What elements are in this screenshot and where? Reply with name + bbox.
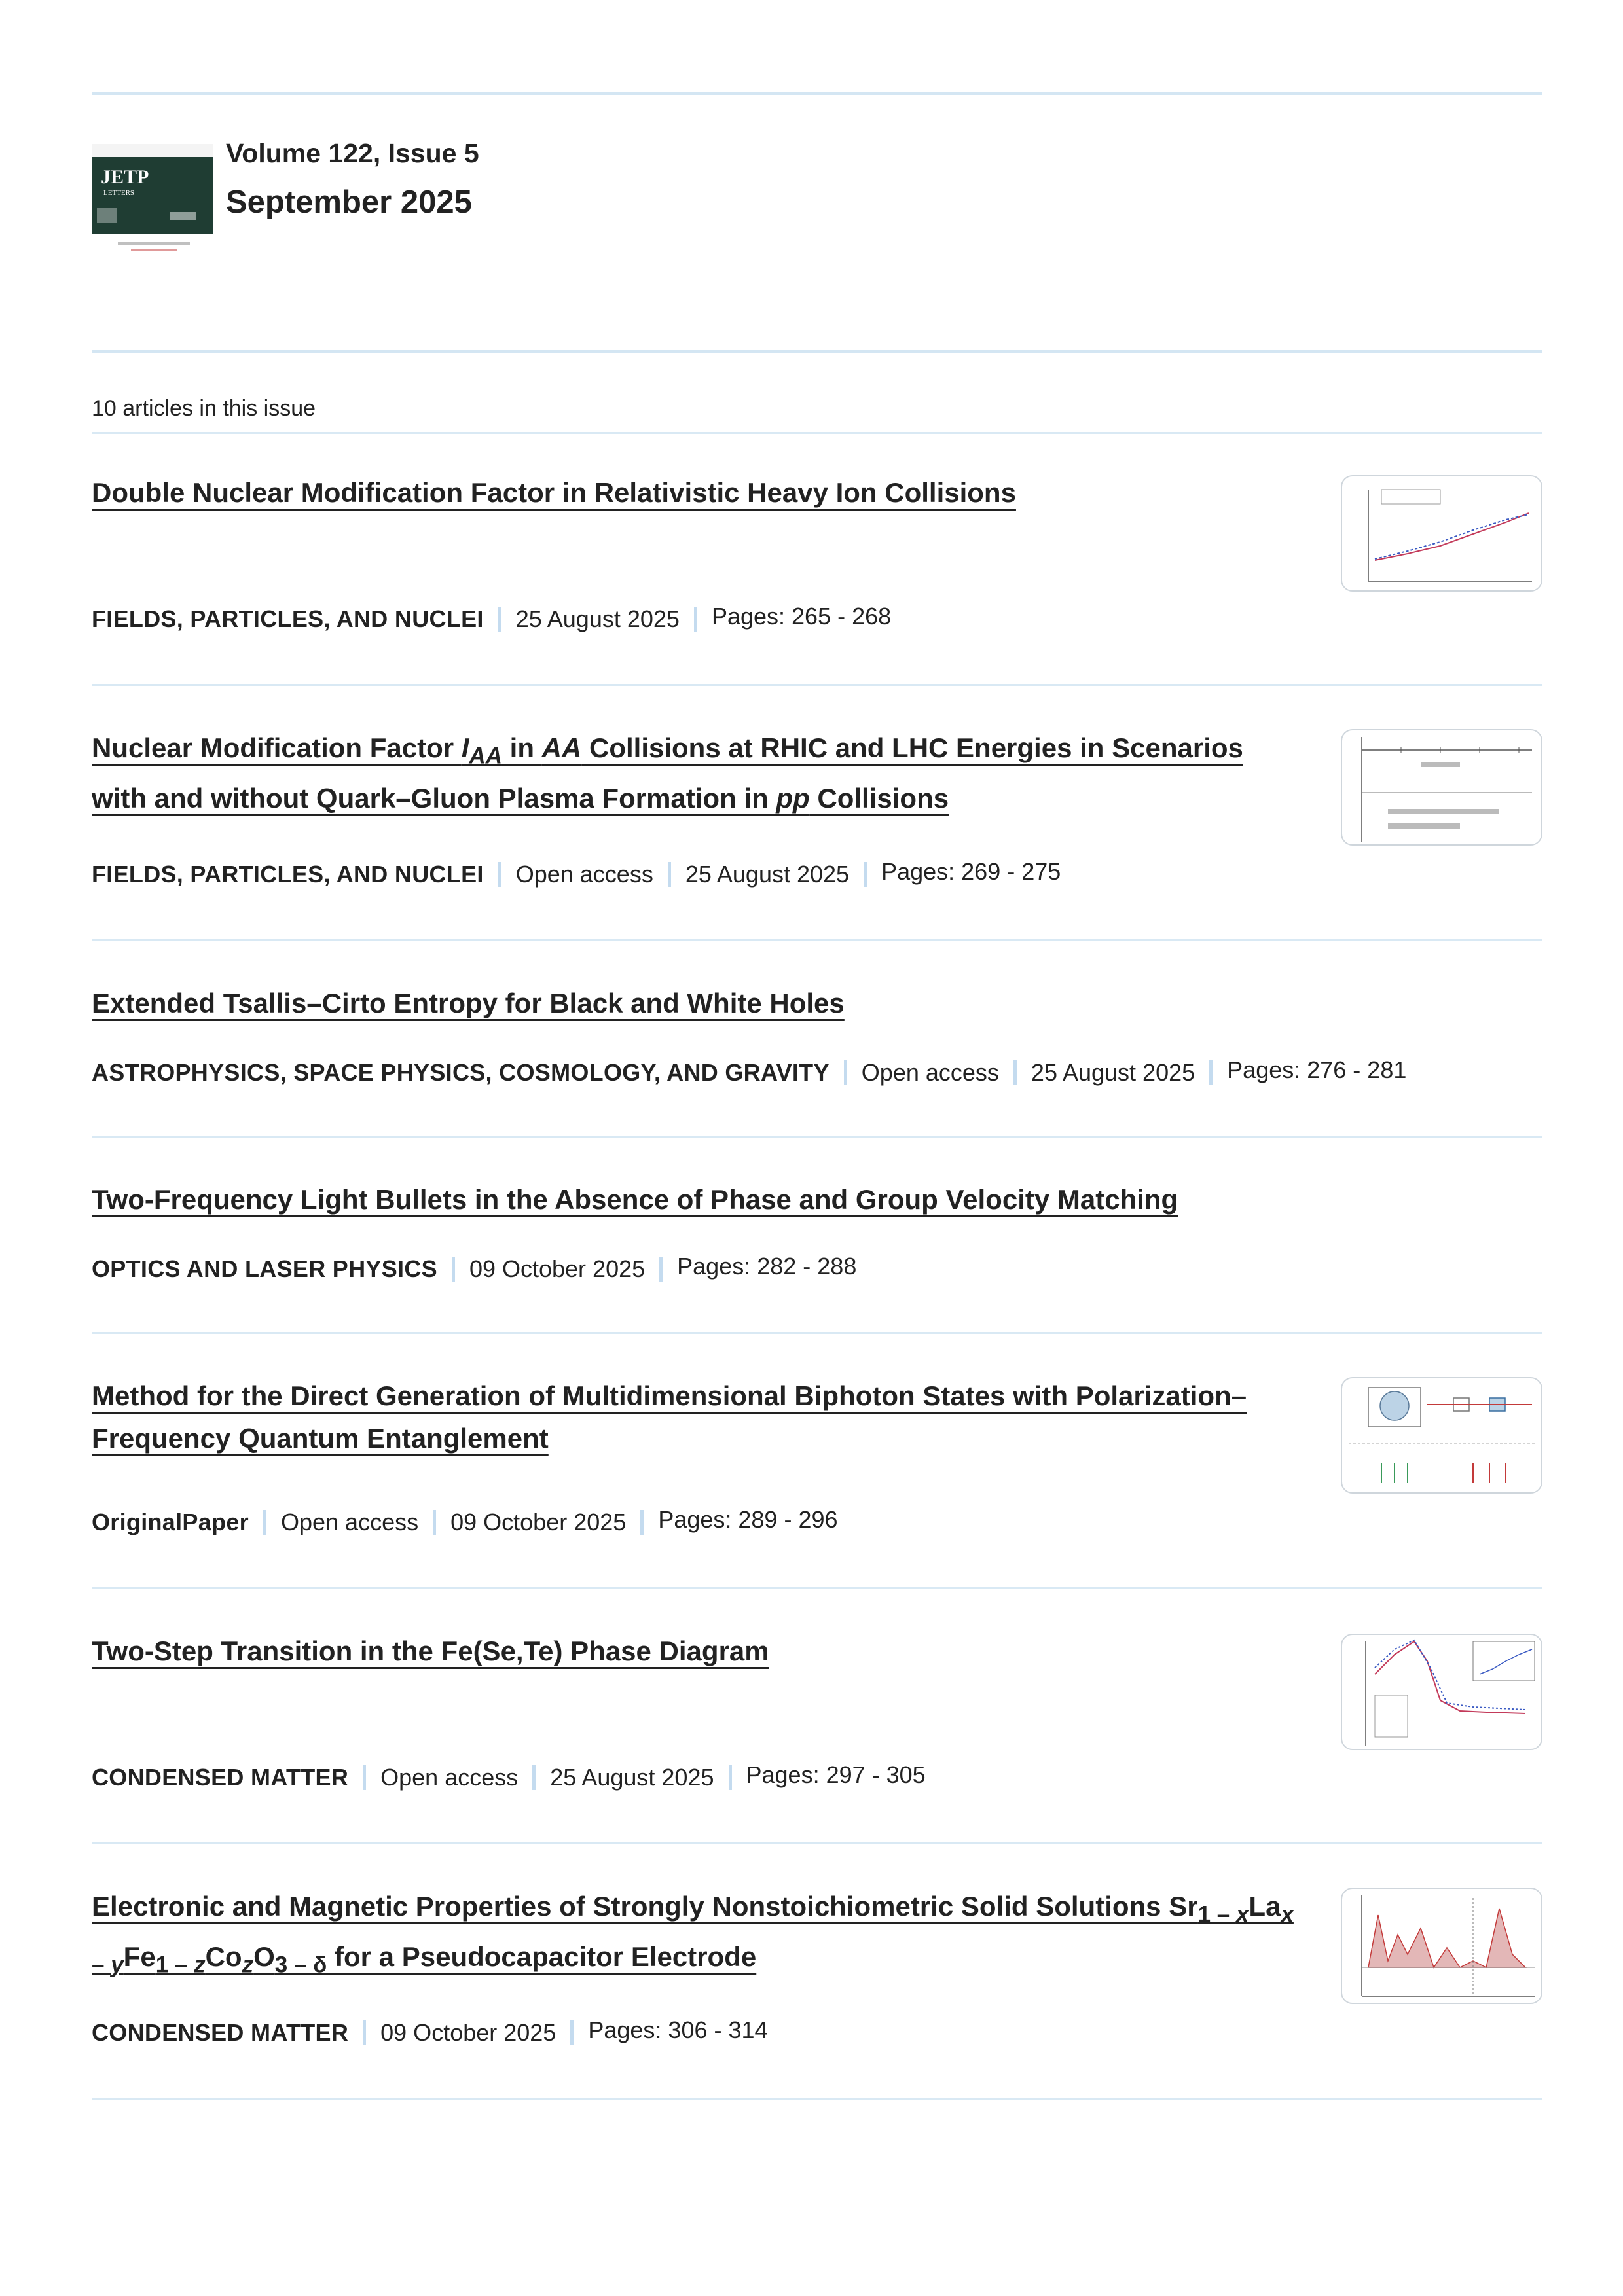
- axes-plot-thumbnail: [1342, 730, 1541, 844]
- article-title-link[interactable]: Two-Step Transition in the Fe(Se,Te) Phase Diagram: [92, 1636, 769, 1666]
- article-pages: Pages: 269 - 275: [881, 858, 1061, 885]
- meta-separator: [1209, 1060, 1213, 1085]
- header-divider: [92, 350, 1542, 353]
- meta-separator: [694, 607, 697, 632]
- journal-cover-image[interactable]: [92, 144, 213, 287]
- article-title: [92, 726, 1296, 819]
- article-type: CONDENSED MATTER: [92, 2019, 349, 2046]
- article-title: [92, 1374, 1296, 1460]
- access-status: Open access: [861, 1059, 999, 1086]
- access-status: Open access: [380, 1764, 519, 1791]
- article-meta: [92, 605, 891, 633]
- article-divider: [92, 939, 1542, 941]
- article-date: 09 October 2025: [450, 1509, 627, 1535]
- article-pages: Pages: 265 - 268: [711, 603, 892, 630]
- article-title: [92, 982, 1296, 1024]
- article-count: 10 articles in this issue: [92, 396, 316, 421]
- top-divider: [92, 92, 1542, 95]
- article-meta: [92, 858, 1061, 888]
- article-thumbnail[interactable]: [1341, 1634, 1542, 1750]
- article-pages: Pages: 306 - 314: [588, 2017, 768, 2043]
- meta-separator: [844, 1060, 847, 1085]
- meta-separator: [433, 1510, 436, 1535]
- article-title: [92, 1630, 1296, 1672]
- article-type: OriginalPaper: [92, 1509, 249, 1535]
- meta-separator: [659, 1257, 663, 1282]
- meta-separator: [363, 1765, 366, 1790]
- article-title-link[interactable]: Nuclear Modification Factor $I_{AA}$ in AA Collisions at RHIC and LHC Energies in Scenarios with and without Quark–Gluon Plasma Formation in pp Collisions: [92, 732, 1243, 814]
- meta-separator: [452, 1257, 455, 1282]
- article-type: CONDENSED MATTER: [92, 1764, 349, 1791]
- article-date: 09 October 2025: [380, 2019, 556, 2046]
- meta-separator: [640, 1510, 644, 1535]
- article-title-link[interactable]: Method for the Direct Generation of Multidimensional Biphoton States with Polarization–Frequency Quantum Entanglement: [92, 1380, 1247, 1454]
- meta-separator: [668, 862, 671, 887]
- article-thumbnail[interactable]: [1341, 475, 1542, 592]
- article-pages: Pages: 297 - 305: [746, 1761, 926, 1788]
- article-meta: [92, 1255, 856, 1283]
- count-divider: [92, 432, 1542, 434]
- meta-separator: [363, 2020, 366, 2045]
- article-meta: [92, 1506, 838, 1536]
- meta-separator: [864, 862, 867, 887]
- meta-separator: [498, 862, 501, 887]
- article-type: OPTICS AND LASER PHYSICS: [92, 1255, 437, 1282]
- article-title: [92, 1178, 1296, 1221]
- scatter-plot-thumbnail: [1342, 1635, 1541, 1749]
- article-divider: [92, 684, 1542, 686]
- article-meta: [92, 1761, 926, 1791]
- article-type: FIELDS, PARTICLES, AND NUCLEI: [92, 605, 484, 632]
- article-title-link[interactable]: Electronic and Magnetic Properties of Strongly Nonstoichiometric Solid Solutions $Sr_{1 - x}La_{x - y}Fe_{1 - z}Co_zO_{3 - \delta}$ for a Pseudocapacitor Electrode: [92, 1891, 1294, 1978]
- article-date: 25 August 2025: [1030, 1059, 1195, 1086]
- article-meta: [92, 2019, 768, 2047]
- article-title: [92, 1885, 1296, 1986]
- meta-separator: [729, 1765, 732, 1790]
- access-status: Open access: [280, 1509, 419, 1535]
- article-type: ASTROPHYSICS, SPACE PHYSICS, COSMOLOGY, AND GRAVITY: [92, 1059, 830, 1086]
- article-date: 25 August 2025: [515, 605, 680, 632]
- article-title-link[interactable]: Two-Frequency Light Bullets in the Absence of Phase and Group Velocity Matching: [92, 1184, 1178, 1215]
- issue-date: September 2025: [226, 185, 472, 220]
- cover-title: JETP: [101, 166, 149, 188]
- article-divider: [92, 1842, 1542, 1844]
- access-status: Open access: [515, 861, 653, 888]
- spectrum-thumbnail: [1342, 1889, 1541, 2003]
- line-plot-thumbnail: [1342, 476, 1541, 590]
- article-thumbnail[interactable]: [1341, 729, 1542, 846]
- article-title: [92, 471, 1296, 514]
- article-title-link[interactable]: Double Nuclear Modification Factor in Relativistic Heavy Ion Collisions: [92, 477, 1016, 508]
- diagram-thumbnail: [1342, 1378, 1541, 1492]
- article-divider: [92, 1332, 1542, 1334]
- article-divider: [92, 2098, 1542, 2100]
- article-meta: [92, 1056, 1407, 1086]
- meta-separator: [570, 2020, 574, 2045]
- meta-separator: [532, 1765, 536, 1790]
- meta-separator: [1013, 1060, 1017, 1085]
- issue-volume: Volume 122, Issue 5: [226, 138, 479, 168]
- article-date: 25 August 2025: [550, 1764, 714, 1791]
- article-title-link[interactable]: Extended Tsallis–Cirto Entropy for Black and White Holes: [92, 988, 845, 1018]
- article-thumbnail[interactable]: [1341, 1888, 1542, 2004]
- article-date: 25 August 2025: [685, 861, 850, 888]
- article-pages: Pages: 289 - 296: [658, 1506, 838, 1533]
- cover-subtitle: LETTERS: [103, 189, 135, 197]
- article-pages: Pages: 282 - 288: [677, 1253, 857, 1280]
- article-pages: Pages: 276 - 281: [1227, 1056, 1407, 1083]
- meta-separator: [498, 607, 501, 632]
- article-divider: [92, 1587, 1542, 1589]
- article-thumbnail[interactable]: [1341, 1377, 1542, 1494]
- article-type: FIELDS, PARTICLES, AND NUCLEI: [92, 861, 484, 888]
- article-date: 09 October 2025: [469, 1255, 646, 1282]
- article-divider: [92, 1136, 1542, 1138]
- meta-separator: [263, 1510, 266, 1535]
